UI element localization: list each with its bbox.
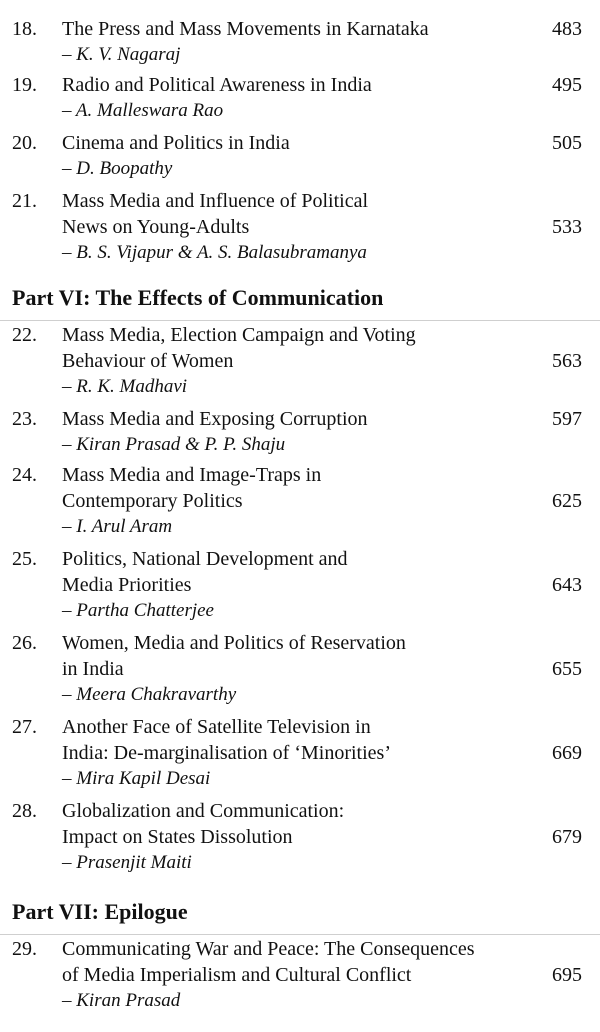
chapter-author: – K. V. Nagaraj (62, 44, 181, 65)
chapter-number: 29. (12, 938, 37, 960)
page-number: 643 (552, 574, 582, 596)
chapter-author: – Kiran Prasad (62, 990, 181, 1011)
chapter-title-line: Globalization and Communication: (62, 800, 345, 822)
part-heading: Part VI: The Effects of Communication (12, 285, 384, 310)
page-number: 495 (552, 74, 582, 96)
chapter-author: – A. Malleswara Rao (62, 100, 224, 121)
chapter-author: – I. Arul Aram (62, 516, 173, 537)
chapter-title-line: The Press and Mass Movements in Karnataka (62, 18, 429, 40)
chapter-title-line: Mass Media and Exposing Corruption (62, 408, 368, 430)
chapter-title-line: of Media Imperialism and Cultural Conflict (62, 964, 412, 986)
chapter-number: 28. (12, 800, 37, 822)
chapter-title-line: Contemporary Politics (62, 490, 243, 512)
chapter-author: – Prasenjit Maiti (62, 852, 192, 873)
part-heading: Part VII: Epilogue (12, 899, 188, 924)
chapter-author: – Partha Chatterjee (62, 600, 214, 621)
chapter-title-line: India: De-marginalisation of ‘Minorities’ (62, 742, 391, 764)
chapter-author: – Kiran Prasad & P. P. Shaju (62, 434, 286, 455)
chapter-title-line: in India (62, 658, 124, 680)
chapter-number: 23. (12, 408, 37, 430)
page-number: 669 (552, 742, 582, 764)
chapter-number: 19. (12, 74, 37, 96)
chapter-title-line: Mass Media and Influence of Political (62, 190, 369, 212)
chapter-title-line: Communicating War and Peace: The Consequences (62, 938, 475, 960)
chapter-number: 27. (12, 716, 37, 738)
chapter-number: 22. (12, 324, 37, 346)
chapter-number: 26. (12, 632, 37, 654)
chapter-number: 25. (12, 548, 37, 570)
page-number: 655 (552, 658, 582, 680)
chapter-author: – B. S. Vijapur & A. S. Balasubramanya (62, 242, 367, 263)
chapter-title-line: Mass Media, Election Campaign and Voting (62, 324, 416, 346)
chapter-title-line: Media Priorities (62, 574, 192, 596)
part-divider (0, 934, 600, 935)
chapter-number: 21. (12, 190, 37, 212)
chapter-title-line: Mass Media and Image-Traps in (62, 464, 322, 486)
chapter-title-line: Behaviour of Women (62, 350, 234, 372)
page-number: 533 (552, 216, 582, 238)
chapter-title-line: Impact on States Dissolution (62, 826, 293, 848)
chapter-author: – R. K. Madhavi (62, 376, 188, 397)
page-number: 597 (552, 408, 582, 430)
page-number: 679 (552, 826, 582, 848)
chapter-number: 20. (12, 132, 37, 154)
chapter-title-line: Another Face of Satellite Television in (62, 716, 371, 738)
chapter-title-line: News on Young-Adults (62, 216, 250, 238)
chapter-number: 24. (12, 464, 37, 486)
chapter-author: – Mira Kapil Desai (62, 768, 211, 789)
part-divider (0, 320, 600, 321)
chapter-author: – Meera Chakravarthy (62, 684, 237, 705)
page-number: 563 (552, 350, 582, 372)
page-number: 695 (552, 964, 582, 986)
page-number: 483 (552, 18, 582, 40)
chapter-title-line: Cinema and Politics in India (62, 132, 290, 154)
chapter-title-line: Women, Media and Politics of Reservation (62, 632, 406, 654)
chapter-title-line: Radio and Political Awareness in India (62, 74, 372, 96)
chapter-number: 18. (12, 18, 37, 40)
page-number: 625 (552, 490, 582, 512)
chapter-title-line: Politics, National Development and (62, 548, 348, 570)
chapter-author: – D. Boopathy (62, 158, 173, 179)
page-number: 505 (552, 132, 582, 154)
